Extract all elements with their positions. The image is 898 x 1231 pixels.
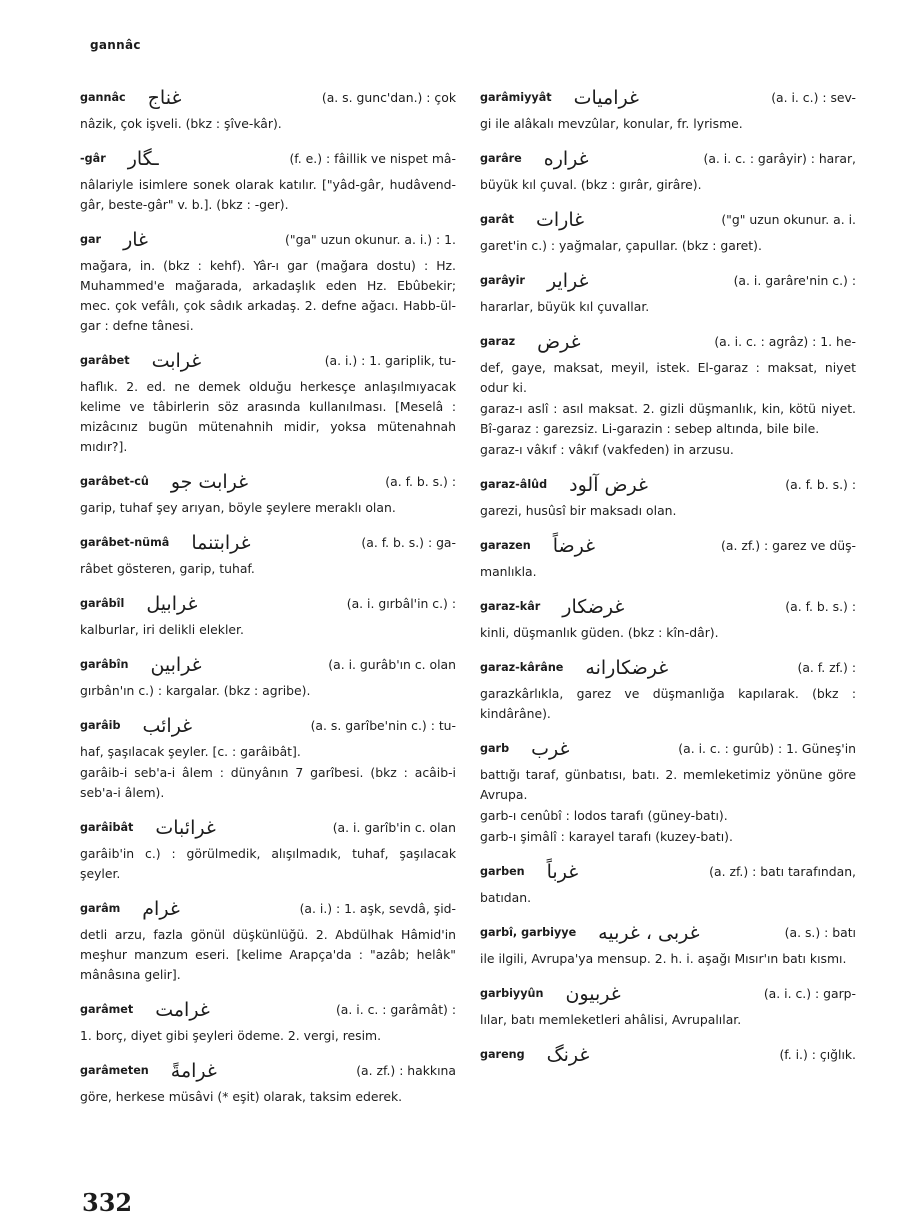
arabic-script: غربى ، غربيه	[598, 922, 700, 944]
dictionary-entry	[480, 862, 856, 908]
arabic-script: غرامةً	[170, 1060, 217, 1082]
dictionary-entry	[480, 332, 856, 398]
arabic-script: غرض آلود	[569, 474, 648, 496]
definition: garip, tuhaf şey arıyan, böyle şeylere meraklı olan.	[80, 500, 396, 515]
headword: garâre	[480, 152, 522, 165]
definition: gi ile alâkalı mevzûlar, konular, fr. lyrisme.	[480, 116, 743, 131]
dictionary-entry	[80, 818, 456, 884]
dictionary-entry	[480, 88, 856, 134]
entry-head	[480, 923, 856, 943]
arabic-script: غرابت	[151, 350, 202, 372]
etymology: (a. zf.) : garez ve düş-	[721, 538, 856, 553]
dictionary-entry	[480, 210, 856, 256]
etymology: (f. i.) : çığlık.	[779, 1047, 856, 1062]
entry-head	[80, 1061, 456, 1081]
etymology: (a. f. b. s.) : ga-	[361, 535, 456, 550]
entry-head	[80, 472, 456, 492]
dictionary-entry	[80, 351, 456, 457]
headword: garâyir	[480, 274, 525, 287]
dictionary-entry	[80, 88, 456, 134]
headword: garb	[480, 742, 510, 755]
dictionary-entry	[80, 472, 456, 518]
etymology: (f. e.) : fâillik ve nispet mâ-	[289, 151, 456, 166]
arabic-script: غرض	[537, 331, 581, 353]
etymology: (a. f. b. s.) :	[385, 474, 456, 489]
etymology: (a. s. garîbe'nin c.) : tu-	[310, 718, 456, 733]
headword: garât	[480, 213, 514, 226]
arabic-script: غراير	[546, 270, 589, 292]
headword: -gâr	[80, 152, 106, 165]
etymology: (a. f. zf.) :	[797, 660, 856, 675]
headword: gareng	[480, 1048, 525, 1061]
left-column	[80, 88, 456, 1107]
definition: def, gaye, maksat, meyil, istek. El-garaz : maksat, niyet odur ki.	[480, 360, 856, 395]
arabic-script: غرابين	[150, 654, 202, 676]
etymology: (a. i. garâre'nin c.) :	[733, 273, 856, 288]
entry-subsense: garâib-i seb'a-i âlem : dünyânın 7 garîbesi. (bkz : acâib-i seb'a-i âlem).	[80, 765, 456, 800]
headword: garbiyyûn	[480, 987, 544, 1000]
arabic-script: غرضكار	[562, 596, 625, 618]
arabic-script: غرنگ	[546, 1044, 590, 1066]
definition: 1. borç, diyet gibi şeyleri ödeme. 2. vergi, resim.	[80, 1028, 382, 1043]
entry-head	[80, 88, 456, 108]
right-column	[480, 88, 856, 1071]
entry-head	[80, 818, 456, 838]
page-number: 332	[82, 1188, 133, 1217]
arabic-script: ـگار	[127, 148, 159, 170]
etymology: ("ga" uzun okunur. a. i.) : 1.	[285, 232, 456, 247]
entry-subsense: garb-ı cenûbî : lodos tarafı (güney-batı).	[480, 808, 728, 823]
dictionary-entry	[480, 1045, 856, 1065]
entry-head	[80, 594, 456, 614]
dictionary-entry	[480, 739, 856, 805]
etymology: (a. f. b. s.) :	[785, 599, 856, 614]
arabic-script: غناج	[147, 87, 182, 109]
headword: garâbîn	[80, 658, 129, 671]
dictionary-entry	[480, 597, 856, 643]
arabic-script: غرائبات	[155, 817, 216, 839]
entry-head	[80, 1000, 456, 1020]
entry-head	[480, 1045, 856, 1065]
entry-head	[480, 739, 856, 759]
etymology: (a. i.) : 1. aşk, sevdâ, şid-	[299, 901, 456, 916]
entry-head	[480, 536, 856, 556]
dictionary-entry	[80, 594, 456, 640]
headword: garâbîl	[80, 597, 125, 610]
dictionary-entry	[80, 533, 456, 579]
etymology: (a. i. c. : gurûb) : 1. Güneş'in	[678, 741, 856, 756]
headword: garbî, garbiyye	[480, 926, 577, 939]
etymology: (a. f. b. s.) :	[785, 477, 856, 492]
entry-head	[480, 984, 856, 1004]
entry-head	[480, 210, 856, 230]
arabic-script: غراره	[543, 148, 589, 170]
definition: garet'in c.) : yağmalar, çapullar. (bkz : garet).	[480, 238, 762, 253]
etymology: (a. s. gunc'dan.) : çok	[321, 90, 456, 105]
arabic-script: غرب	[531, 738, 570, 760]
headword: garâm	[80, 902, 121, 915]
definition: gırbân'ın c.) : kargalar. (bkz : agribe).	[80, 683, 311, 698]
entry-head	[80, 149, 456, 169]
dictionary-entry	[480, 658, 856, 724]
entry-subsense: garaz-ı aslî : asıl maksat. 2. gizli düşmanlık, kin, kötü niyet. Bî-garaz : garezsiz. Li-garazin : sebep altında, bile bile.	[480, 401, 856, 436]
dictionary-entry	[480, 536, 856, 582]
entry-head	[480, 149, 856, 169]
headword: garazen	[480, 539, 531, 552]
definition: garazkârlıkla, garez ve düşmanlığa kapılarak. (bkz : kindârâne).	[480, 686, 856, 721]
dictionary-entry	[480, 984, 856, 1030]
headword: garaz-kârâne	[480, 661, 564, 674]
definition: nâzik, çok işveli. (bkz : şîve-kâr).	[80, 116, 282, 131]
definition: battığı taraf, günbatısı, batı. 2. memleketimiz yönüne göre Avrupa.	[480, 767, 856, 802]
definition: mağara, in. (bkz : kehf). Yâr-ı gar (mağara dostu) : Hz. Muhammed'e mağarada, arkadaşlık eden Hz. Ebûbekir; mec. çok vefâlı, çok sâdık arkadaş. 2. defne ağacı. Habb-ül-gar : defne tânesi.	[80, 258, 456, 333]
headword: garâmet	[80, 1003, 134, 1016]
arabic-script: غارات	[535, 209, 585, 231]
dictionary-entry	[80, 230, 456, 336]
dictionary-entry	[480, 806, 856, 826]
definition: büyük kıl çuval. (bkz : gırâr, girâre).	[480, 177, 702, 192]
headword: gar	[80, 233, 102, 246]
headword: garaz-kâr	[480, 600, 541, 613]
etymology: (a. i. gırbâl'in c.) :	[346, 596, 456, 611]
arabic-script: غرضاً	[552, 535, 596, 557]
etymology: (a. i. c.) : sev-	[771, 90, 856, 105]
entry-head	[480, 271, 856, 291]
dictionary-entry	[80, 899, 456, 985]
headword: garaz	[480, 335, 516, 348]
etymology: (a. i. garîb'in c. olan	[332, 820, 456, 835]
dictionary-entry	[480, 271, 856, 317]
etymology: (a. i.) : 1. gariplik, tu-	[324, 353, 456, 368]
dictionary-entry	[480, 827, 856, 847]
etymology: (a. zf.) : hakkına	[356, 1063, 456, 1078]
entry-head	[80, 351, 456, 371]
entry-head	[480, 88, 856, 108]
dictionary-entry	[80, 149, 456, 215]
dictionary-entry	[480, 440, 856, 460]
etymology: (a. i. c. : garâmât) :	[335, 1002, 456, 1017]
arabic-script: غرائب	[142, 715, 193, 737]
arabic-script: غراميات	[573, 87, 639, 109]
etymology: (a. zf.) : batı tarafından,	[709, 864, 856, 879]
definition: göre, herkese müsâvi (* eşit) olarak, taksim ederek.	[80, 1089, 403, 1104]
definition: manlıkla.	[480, 564, 537, 579]
definition: kalburlar, iri delikli elekler.	[80, 622, 244, 637]
headword: garâib	[80, 719, 121, 732]
arabic-script: غرباً	[546, 861, 579, 883]
headword: gannâc	[80, 91, 126, 104]
entry-subsense: garaz-ı vâkıf : vâkıf (vakfeden) in arzusu.	[480, 442, 734, 457]
definition: kinli, düşmanlık güden. (bkz : kîn-dâr).	[480, 625, 719, 640]
definition: nâlariyle isimlere sonek olarak katılır. ["yâd-gâr, hudâvend-gâr, beste-gâr" v. b.]. (bkz : -ger).	[80, 177, 456, 212]
arabic-script: غرابت جو	[170, 471, 249, 493]
arabic-script: غرام	[142, 898, 180, 920]
dictionary-entry	[80, 1061, 456, 1107]
arabic-script: غرابيل	[146, 593, 198, 615]
headword: garâbet-cû	[80, 475, 149, 488]
entry-head	[480, 597, 856, 617]
headword: garâmiyyât	[480, 91, 552, 104]
headword: garaz-âlûd	[480, 478, 548, 491]
entry-head	[480, 475, 856, 495]
entry-head	[80, 655, 456, 675]
definition: detli arzu, fazla gönül düşkünlüğü. 2. Abdülhak Hâmid'in meşhur manzum eseri. [kelime Arapça'da : "azâb; helâk" mânâsına gelir].	[80, 927, 456, 982]
running-header: gannâc	[90, 38, 141, 52]
definition: ile ilgili, Avrupa'ya mensup. 2. h. i. aşağı Mısır'ın batı kısmı.	[480, 951, 847, 966]
definition: lılar, batı memleketleri ahâlisi, Avrupalılar.	[480, 1012, 742, 1027]
arabic-script: غرامت	[155, 999, 210, 1021]
dictionary-entry	[80, 655, 456, 701]
arabic-script: غرابتنما	[191, 532, 251, 554]
dictionary-entry	[480, 399, 856, 439]
etymology: (a. s.) : batı	[784, 925, 856, 940]
entry-head	[480, 862, 856, 882]
etymology: ("g" uzun okunur. a. i.	[721, 212, 856, 227]
dictionary-entry	[80, 1000, 456, 1046]
headword: garâbet-nümâ	[80, 536, 170, 549]
dictionary-entry	[80, 716, 456, 762]
definition: batıdan.	[480, 890, 532, 905]
definition: haf, şaşılacak şeyler. [c. : garâibât].	[80, 744, 301, 759]
entry-head	[80, 899, 456, 919]
headword: garâmeten	[80, 1064, 149, 1077]
headword: garâibât	[80, 821, 134, 834]
etymology: (a. i. gurâb'ın c. olan	[328, 657, 456, 672]
arabic-script: غار	[123, 229, 148, 251]
dictionary-entry	[480, 475, 856, 521]
definition: garâib'in c.) : görülmedik, alışılmadık, tuhaf, şaşılacak şeyler.	[80, 846, 456, 881]
entry-head	[480, 332, 856, 352]
dictionary-entry	[480, 923, 856, 969]
entry-head	[80, 716, 456, 736]
arabic-script: غربيون	[565, 983, 621, 1005]
etymology: (a. i. c. : garâyir) : harar,	[703, 151, 856, 166]
etymology: (a. i. c.) : garp-	[763, 986, 856, 1001]
definition: haflık. 2. ed. ne demek olduğu herkesçe anlaşılmıyacak kelime ve tâbirlerin söz arasında kullanılması. [Meselâ : mizâcınız bugün mütenahnih midir, yoksa mütenahnah mıdır?].	[80, 379, 456, 454]
entry-head	[80, 230, 456, 250]
headword: garben	[480, 865, 525, 878]
definition: hararlar, büyük kıl çuvallar.	[480, 299, 650, 314]
dictionary-entry	[80, 763, 456, 803]
definition: râbet gösteren, garip, tuhaf.	[80, 561, 255, 576]
entry-head	[480, 658, 856, 678]
dictionary-entry	[480, 149, 856, 195]
definition: garezi, husûsî bir maksadı olan.	[480, 503, 677, 518]
headword: garâbet	[80, 354, 130, 367]
entry-head	[80, 533, 456, 553]
entry-subsense: garb-ı şimâlî : karayel tarafı (kuzey-batı).	[480, 829, 733, 844]
etymology: (a. i. c. : agrâz) : 1. he-	[714, 334, 856, 349]
arabic-script: غرضكارانه	[585, 657, 669, 679]
